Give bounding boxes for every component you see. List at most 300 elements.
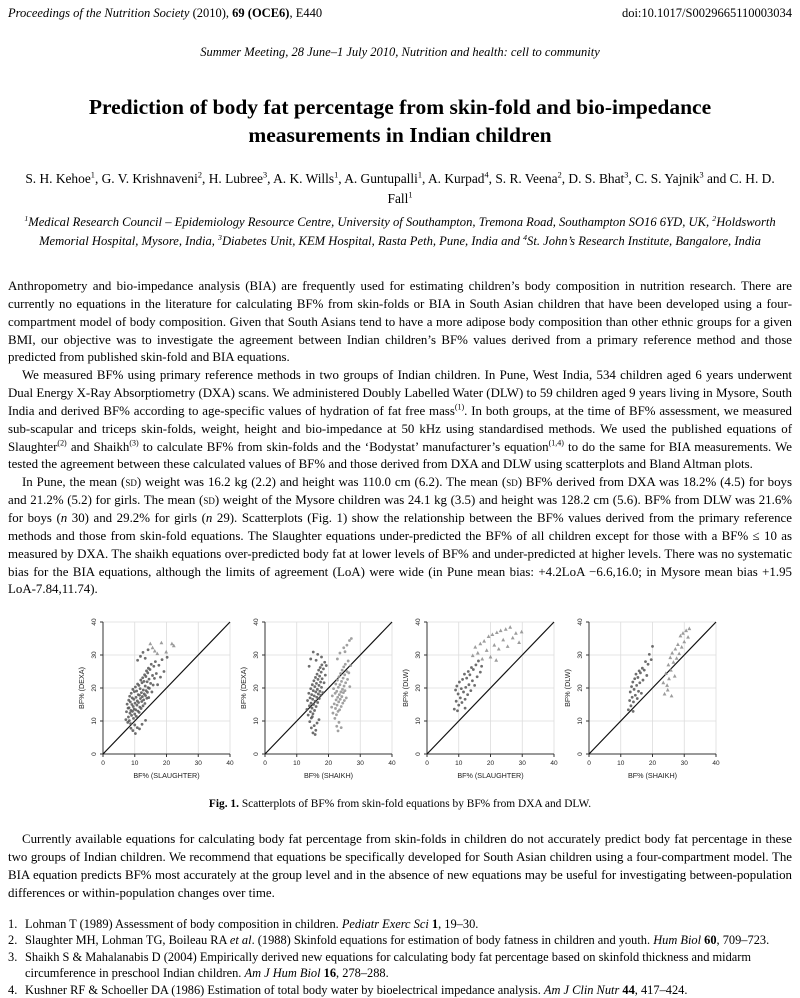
data-point xyxy=(456,710,459,713)
data-point xyxy=(318,697,321,700)
data-point xyxy=(128,719,131,722)
x-tick-label: 20 xyxy=(486,760,495,768)
data-point xyxy=(126,703,129,706)
data-point xyxy=(464,707,467,710)
data-point xyxy=(320,686,323,689)
data-point xyxy=(479,671,482,674)
data-point xyxy=(148,687,151,690)
data-point xyxy=(150,691,153,694)
data-point xyxy=(322,668,325,671)
data-point xyxy=(142,699,145,702)
text-segment: Holdsworth Memorial Hospital, Mysore, India, xyxy=(39,215,776,249)
data-point xyxy=(130,692,133,695)
data-point xyxy=(143,680,146,683)
text-segment: n xyxy=(60,511,68,525)
data-point xyxy=(346,644,349,647)
text-segment: Am J Clin Nutr xyxy=(543,982,623,997)
data-point xyxy=(144,685,147,688)
figure-panel-4 xyxy=(563,616,723,791)
figure-panel-3 xyxy=(401,616,561,791)
data-point xyxy=(650,658,653,661)
y-tick-label: 10 xyxy=(91,717,98,725)
data-point xyxy=(495,631,499,635)
data-point xyxy=(142,705,145,708)
reference-number: 2. xyxy=(8,933,18,948)
data-point xyxy=(124,718,127,721)
data-point xyxy=(336,679,339,682)
data-point xyxy=(309,711,312,714)
data-point xyxy=(336,696,339,699)
data-point xyxy=(144,675,147,678)
text-segment: , 709–723. xyxy=(716,933,770,948)
data-point xyxy=(309,658,312,661)
text-segment: , 417–424. xyxy=(634,982,688,997)
data-point xyxy=(316,653,319,656)
data-point xyxy=(635,673,638,676)
x-tick-label: 20 xyxy=(324,760,333,768)
data-point xyxy=(311,698,314,701)
data-point xyxy=(517,641,521,645)
text-segment: and Shaikh xyxy=(66,439,130,454)
data-point xyxy=(154,660,157,663)
data-point xyxy=(139,687,142,690)
data-point xyxy=(345,697,348,700)
data-point xyxy=(314,691,317,694)
text-segment: 1 xyxy=(334,170,339,180)
data-point xyxy=(152,665,155,668)
text-segment: Scatterplots of BF% from skin-fold equations by BF% from DXA and DLW. xyxy=(238,798,592,811)
y-tick-label: 30 xyxy=(577,651,584,659)
data-point xyxy=(153,649,157,653)
data-point xyxy=(151,646,155,650)
data-point xyxy=(314,700,317,703)
data-point xyxy=(497,647,501,651)
data-point xyxy=(633,678,636,681)
y-tick-label: 40 xyxy=(577,618,584,626)
data-point xyxy=(342,647,345,650)
data-point xyxy=(476,676,479,679)
text-segment: 29). Scatterplots (Fig. 1) show the relationship between the BF% values derived from the primary reference methods and those from skin-fold equations. The Slaughter equations under-predicted the BF% of all children except for those with a BF% ≤ 10 as measured by DXA. The shaikh equations over-predicted body fat at lower levels of BF% and under-predicted at higher levels. There was no systematic bias for the BIA equations, although the limits of agreement (LoA) were wide (in Pune mean bias: +4.2LoA −6.6,16.0; in Mysore mean bias +1.95 LoA-7.84,11.74). xyxy=(8,511,792,597)
data-point xyxy=(338,721,341,724)
data-point xyxy=(514,631,518,635)
y-axis-label: BF% (DLW) xyxy=(563,669,572,708)
data-point xyxy=(342,677,345,680)
data-point xyxy=(640,692,643,695)
data-point xyxy=(137,701,140,704)
text-segment: (1) xyxy=(454,402,465,412)
data-point xyxy=(631,696,634,699)
reference-item xyxy=(8,916,792,933)
text-segment: 1 xyxy=(24,214,29,224)
data-point xyxy=(341,702,344,705)
data-point xyxy=(670,651,674,655)
data-point xyxy=(464,686,467,689)
data-point xyxy=(153,677,156,680)
data-point xyxy=(458,681,461,684)
data-point xyxy=(337,730,340,733)
data-point xyxy=(460,687,463,690)
abstract-body xyxy=(8,278,792,599)
data-point xyxy=(504,627,508,631)
data-point xyxy=(501,638,505,642)
author-line xyxy=(12,169,788,209)
data-point xyxy=(317,678,320,681)
data-point xyxy=(163,670,166,673)
figure-caption xyxy=(8,798,792,810)
text-segment: Currently available equations for calculating body fat percentage from skin-folds in children do not accurately predict body fat percentage in these two groups of Indian children. We recommend that equations be specifically developed for South Asian children using a four-compartment model. The BIA equation predicts BF% most accurately at the group level and in the absence of new equations may be useful for investigating between-population differences or within-population changes over time. xyxy=(8,832,792,900)
data-point xyxy=(462,691,465,694)
paragraph-2 xyxy=(8,367,792,474)
data-point xyxy=(485,648,489,652)
data-point xyxy=(149,668,152,671)
data-point xyxy=(148,678,151,681)
data-point xyxy=(144,719,147,722)
data-point xyxy=(672,660,676,664)
data-point xyxy=(133,713,136,716)
meeting-line: Summer Meeting, 28 June–1 July 2010, Nutrition and health: cell to community xyxy=(200,45,600,59)
figure-panel-2 xyxy=(239,616,399,791)
data-point xyxy=(157,664,160,667)
data-point xyxy=(682,640,686,644)
data-point xyxy=(645,674,648,677)
data-point xyxy=(478,642,482,646)
data-point xyxy=(146,681,149,684)
text-segment: ) weight of the Mysore children was 24.1 kg (3.5) and height was 128.2 cm (5.6). BF% from DLW was 21.6% for boys ( xyxy=(8,493,793,525)
data-point xyxy=(135,690,138,693)
data-point xyxy=(315,696,318,699)
text-segment: to calculate BF% from skin-folds and the ‘Bodystat’ manufacturer’s equation xyxy=(138,439,549,454)
data-point xyxy=(325,664,328,667)
y-axis-label: BF% (DEXA) xyxy=(77,667,86,710)
data-point xyxy=(463,673,466,676)
figure-1 xyxy=(8,616,792,810)
y-tick-label: 0 xyxy=(253,752,260,757)
data-point xyxy=(138,694,141,697)
text-segment: , C. S. Yajnik xyxy=(628,171,700,187)
text-segment: n xyxy=(205,511,213,525)
x-tick-label: 20 xyxy=(648,760,657,768)
data-point xyxy=(313,709,316,712)
data-point xyxy=(308,705,311,708)
data-point xyxy=(666,688,670,692)
data-point xyxy=(347,660,350,663)
text-segment: , H. Lubree xyxy=(202,171,263,187)
x-tick-label: 0 xyxy=(101,760,105,768)
data-point xyxy=(343,699,346,702)
conclusion-paragraph xyxy=(8,831,792,902)
data-point xyxy=(628,699,631,702)
y-axis-label: BF% (DEXA) xyxy=(239,667,248,710)
data-point xyxy=(159,676,162,679)
data-point xyxy=(629,691,632,694)
reference-item xyxy=(8,949,792,982)
data-point xyxy=(491,633,495,637)
y-tick-label: 20 xyxy=(577,684,584,692)
data-point xyxy=(308,720,311,723)
data-point xyxy=(320,671,323,674)
data-point xyxy=(461,701,464,704)
data-point xyxy=(131,729,134,732)
text-segment: Fig. 1. xyxy=(208,798,239,811)
data-point xyxy=(135,715,138,718)
data-point xyxy=(144,694,147,697)
data-point xyxy=(459,697,462,700)
text-segment: . (1988) Skinfold equations for estimation of body fatness in children and youth. xyxy=(251,933,654,948)
data-point xyxy=(323,682,326,685)
reference-text xyxy=(25,982,792,998)
data-point xyxy=(320,664,323,667)
data-point xyxy=(132,698,135,701)
y-tick-label: 10 xyxy=(577,717,584,725)
data-point xyxy=(330,706,333,709)
data-point xyxy=(125,711,128,714)
page-header xyxy=(8,6,792,21)
data-point xyxy=(316,688,319,691)
data-point xyxy=(312,703,315,706)
data-point xyxy=(319,690,322,693)
data-point xyxy=(677,652,681,656)
data-point xyxy=(637,690,640,693)
data-point xyxy=(670,694,674,698)
data-point xyxy=(520,630,524,634)
data-point xyxy=(334,707,337,710)
reference-item xyxy=(8,982,792,998)
x-tick-label: 0 xyxy=(587,760,591,768)
figure-panels xyxy=(8,616,792,791)
data-point xyxy=(477,660,480,663)
data-point xyxy=(634,694,637,697)
data-point xyxy=(128,695,131,698)
data-point xyxy=(131,710,134,713)
data-point xyxy=(473,684,476,687)
data-point xyxy=(156,684,159,687)
text-segment: , S. R. Veena xyxy=(488,171,558,187)
text-segment: Lohman T (1989) Assessment of body composition in children. xyxy=(25,916,342,931)
doi-text: doi:10.1017/S0029665110003034 xyxy=(621,6,792,20)
data-point xyxy=(627,709,630,712)
data-point xyxy=(134,732,137,735)
data-point xyxy=(632,710,635,713)
data-point xyxy=(333,703,336,706)
data-point xyxy=(309,687,312,690)
text-segment: . In both groups, at the time of BF% assessment, we measured sub-scapular and triceps skin-folds, weight, height and bio-impedance at 50 kHz using standardised methods. We used the published equations of Slaughter xyxy=(8,403,792,454)
data-point xyxy=(464,698,467,701)
data-point xyxy=(318,684,321,687)
x-tick-label: 10 xyxy=(617,760,625,768)
data-point xyxy=(142,689,145,692)
data-point xyxy=(636,697,639,700)
y-tick-label: 0 xyxy=(415,752,422,757)
data-point xyxy=(644,660,647,663)
data-point xyxy=(135,696,138,699)
text-segment: , A. Guntupalli xyxy=(338,171,418,187)
data-point xyxy=(638,682,641,685)
data-point xyxy=(673,674,677,678)
data-point xyxy=(343,685,346,688)
data-point xyxy=(318,718,321,721)
x-axis-label: BF% (SHAIKH) xyxy=(303,771,354,781)
text-segment: , 19–30. xyxy=(438,916,479,931)
data-point xyxy=(461,678,464,681)
y-tick-label: 30 xyxy=(91,651,98,659)
data-point xyxy=(651,645,654,648)
data-point xyxy=(455,685,458,688)
data-point xyxy=(643,669,646,672)
data-point xyxy=(334,683,337,686)
data-point xyxy=(633,688,636,691)
data-point xyxy=(313,724,316,727)
data-point xyxy=(310,702,313,705)
data-point xyxy=(480,657,484,661)
data-point xyxy=(340,680,343,683)
data-point xyxy=(317,669,320,672)
data-point xyxy=(642,679,645,682)
data-point xyxy=(335,690,338,693)
data-point xyxy=(339,691,342,694)
data-point xyxy=(339,652,342,655)
data-point xyxy=(632,701,635,704)
data-point xyxy=(130,714,133,717)
text-segment: 3 xyxy=(699,170,704,180)
data-point xyxy=(312,680,315,683)
data-point xyxy=(332,712,335,715)
data-point xyxy=(319,694,322,697)
text-segment: Am J Hum Biol xyxy=(244,966,324,981)
data-point xyxy=(141,695,144,698)
data-point xyxy=(310,693,313,696)
data-point xyxy=(311,716,314,719)
data-point xyxy=(133,724,136,727)
data-point xyxy=(668,656,672,660)
data-point xyxy=(309,697,312,700)
data-point xyxy=(492,643,496,647)
data-point xyxy=(499,629,503,633)
x-tick-label: 30 xyxy=(680,760,688,768)
text-segment: , A. Kurpad xyxy=(422,171,485,187)
reference-text xyxy=(25,932,792,949)
data-point xyxy=(315,682,318,685)
data-point xyxy=(469,689,472,692)
y-axis-label: BF% (DLW) xyxy=(401,669,410,708)
data-point xyxy=(129,722,132,725)
scatterplot-2 xyxy=(239,616,399,786)
data-point xyxy=(141,723,144,726)
y-tick-label: 30 xyxy=(253,651,260,659)
data-point xyxy=(339,698,342,701)
data-point xyxy=(308,665,311,668)
data-point xyxy=(148,642,152,646)
data-point xyxy=(335,714,338,717)
y-tick-label: 20 xyxy=(253,684,260,692)
data-point xyxy=(466,693,469,696)
data-point xyxy=(350,637,353,640)
data-point xyxy=(468,674,471,677)
data-point xyxy=(349,664,352,667)
data-point xyxy=(482,639,486,643)
data-point xyxy=(149,682,152,685)
text-segment: Medical Research Council – Epidemiology Resource Centre, University of Southampton, Tremona Road, Southampton SO16 6YD, UK, xyxy=(28,215,713,230)
data-point xyxy=(508,625,512,629)
data-point xyxy=(336,658,339,661)
data-point xyxy=(136,704,139,707)
data-point xyxy=(332,687,335,690)
data-point xyxy=(661,681,665,685)
data-point xyxy=(307,714,310,717)
data-point xyxy=(472,668,475,671)
text-segment: Shaikh S & Mahalanabis D (2004) Empirically derived new equations for calculating body fat percentage based on skinfold thickness and midarm circumference in preschool Indian children. xyxy=(25,949,752,981)
data-point xyxy=(127,716,130,719)
data-point xyxy=(639,672,642,675)
text-segment: Slaughter MH, Lohman TG, Boileau RA xyxy=(25,933,230,948)
data-point xyxy=(136,659,139,662)
data-point xyxy=(337,686,340,689)
data-point xyxy=(631,681,634,684)
text-segment: 1 xyxy=(408,190,413,200)
data-point xyxy=(132,705,135,708)
data-point xyxy=(134,686,137,689)
data-point xyxy=(142,651,145,654)
data-point xyxy=(129,701,132,704)
data-point xyxy=(323,661,326,664)
text-segment: 4 xyxy=(523,232,528,242)
text-segment: et al xyxy=(229,933,252,948)
text-segment: sd xyxy=(506,475,518,490)
x-tick-label: 40 xyxy=(226,760,234,768)
data-point xyxy=(339,684,342,687)
x-tick-label: 30 xyxy=(518,760,526,768)
text-segment: , E440 xyxy=(289,6,323,20)
text-segment: Proceedings of the Nutrition Society xyxy=(8,6,193,20)
data-point xyxy=(321,691,324,694)
y-tick-label: 0 xyxy=(577,752,584,757)
data-point xyxy=(335,699,338,702)
data-point xyxy=(331,695,334,698)
data-point xyxy=(476,651,480,655)
data-point xyxy=(335,725,338,728)
data-point xyxy=(455,700,458,703)
text-segment: , G. V. Krishnaveni xyxy=(94,171,198,187)
data-point xyxy=(161,658,164,661)
data-point xyxy=(141,677,144,680)
data-point xyxy=(151,674,154,677)
x-tick-label: 0 xyxy=(263,760,267,768)
data-point xyxy=(340,695,343,698)
x-axis-label: BF% (SHAIKH) xyxy=(627,771,678,781)
data-point xyxy=(636,676,639,679)
text-segment: Diabetes Unit, KEM Hospital, Rasta Peth, Pune, India and xyxy=(221,234,524,249)
data-point xyxy=(333,717,336,720)
data-point xyxy=(139,679,142,682)
data-point xyxy=(630,705,633,708)
data-point xyxy=(338,676,341,679)
data-point xyxy=(315,705,318,708)
data-point xyxy=(317,693,320,696)
text-segment: 2 xyxy=(557,170,562,180)
y-tick-label: 20 xyxy=(415,684,422,692)
data-point xyxy=(132,717,135,720)
data-point xyxy=(489,655,493,659)
text-segment: ) BF% derived from DXA was 18.2% (4.5) for boys and 21.2% (5.2) for girls. The mean ( xyxy=(8,475,793,508)
text-segment: Anthropometry and bio-impedance analysis (BIA) are frequently used for estimating children’s body composition in nutrition research. There are currently no equations in the literature for calculating BF% from skin-folds or BIA in South Asian children that have been developed using a four-compartment model of body composition. Given that South Asians tend to have a more adipose body composition than other ethnic groups for a given BMI, our objective was to investigate the agreement between Indian children’s BF% values derived from a primary reference method and those predicted from published skin-fold and BIA equations. xyxy=(8,279,792,365)
data-point xyxy=(129,712,132,715)
data-point xyxy=(506,645,510,649)
reference-list xyxy=(8,916,792,998)
data-point xyxy=(311,684,314,687)
text-segment: 69 (OCE6) xyxy=(232,6,290,20)
data-point xyxy=(684,629,688,633)
data-point xyxy=(454,689,457,692)
data-point xyxy=(310,727,313,730)
